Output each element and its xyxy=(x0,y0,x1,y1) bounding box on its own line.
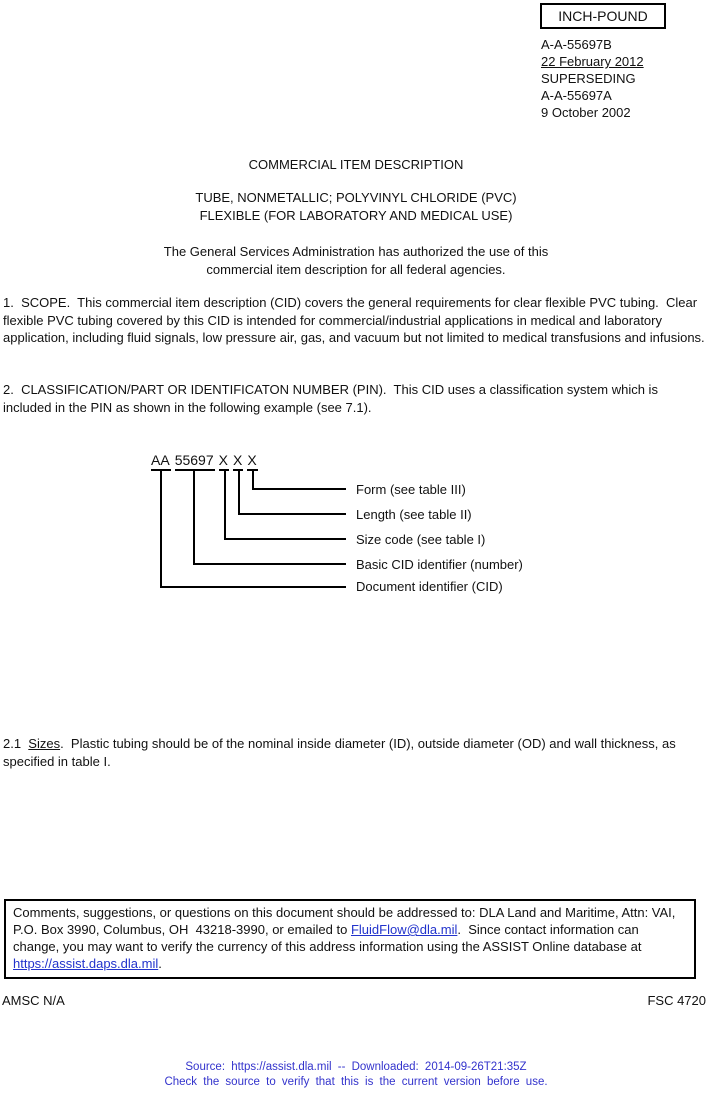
pin-segment-cid-number: 55697 xyxy=(175,452,215,471)
source-line: Source: https://assist.dla.mil -- Downloaded: 2014-09-26T21:35Z xyxy=(185,1061,527,1073)
comments-text-1: Comments, suggestions, or questions on this document should be addressed to: DLA Land and Maritime, Attn: VAI, P.O. Box 3990, Columbus, OH 43218-3990, or emailed to xyxy=(13,905,680,937)
pin-segment-size-code: X xyxy=(219,452,229,471)
doc-date: 22 February 2012 xyxy=(541,54,644,69)
sizes-number: 2.1 xyxy=(3,736,29,751)
doc-number: A-A-55697B xyxy=(541,37,612,52)
comments-box xyxy=(4,899,696,979)
pin-connector-line xyxy=(193,471,195,565)
email-link[interactable]: FluidFlow@dla.mil xyxy=(350,922,458,937)
authorization-line-2: commercial item description for all federal agencies. xyxy=(206,261,506,277)
sizes-text: . Plastic tubing should be of the nominal inside diameter (ID), outside diameter (OD) and wall thickness, as specified in table I. xyxy=(3,736,680,769)
pin-label-length: Length (see table II) xyxy=(356,507,472,522)
pin-label-basic-cid: Basic CID identifier (number) xyxy=(356,557,523,572)
inch-pound-stamp xyxy=(540,3,666,29)
title-line-2: FLEXIBLE (FOR LABORATORY AND MEDICAL USE) xyxy=(199,207,513,223)
pin-connector-line xyxy=(252,488,346,490)
pin-connector-line xyxy=(238,513,346,515)
sizes-word: Sizes xyxy=(28,736,61,751)
pin-code xyxy=(151,452,262,471)
download-footer xyxy=(0,1060,712,1090)
fsc-code: FSC 4720 xyxy=(647,993,706,1008)
title-line-1: TUBE, NONMETALLIC; POLYVINYL CHLORIDE (PVC) xyxy=(195,190,517,205)
check-line: Check the source to verify that this is the current version before use. xyxy=(164,1076,548,1088)
pin-label-document-id: Document identifier (CID) xyxy=(356,579,503,594)
pin-label-size-code: Size code (see table I) xyxy=(356,532,486,547)
document-type-heading: COMMERCIAL ITEM DESCRIPTION xyxy=(248,157,464,172)
assist-url-link[interactable]: https://assist.daps.dla.mil xyxy=(13,956,159,971)
pin-connector-line xyxy=(160,586,346,588)
comments-text-2: . Since contact information can change, you may want to verify the currency of this address information using the ASSIST Online database at xyxy=(13,922,646,954)
superseded-date: 9 October 2002 xyxy=(541,105,631,120)
pin-segment-form: X xyxy=(247,452,257,471)
authorization-line-1: The General Services Administration has authorized the use of this xyxy=(163,244,549,259)
pin-connector-line xyxy=(224,538,346,540)
pin-connector-line xyxy=(193,563,346,565)
pin-label-form: Form (see table III) xyxy=(356,482,466,497)
superseded-number: A-A-55697A xyxy=(541,88,612,103)
inch-pound-label: INCH-POUND xyxy=(558,8,648,24)
pin-connector-line xyxy=(224,471,226,540)
document-title xyxy=(0,189,712,224)
superseding-label: SUPERSEDING xyxy=(541,71,636,86)
classification-paragraph: 2. CLASSIFICATION/PART OR IDENTIFICATON NUMBER (PIN). This CID uses a classification system which is included in the PIN as shown in the following example (see 7.1). xyxy=(3,382,662,415)
pin-connector-line xyxy=(160,471,162,588)
gsa-authorization xyxy=(0,243,712,278)
amsc-fsc-row xyxy=(2,993,706,1008)
pin-connector-line xyxy=(238,471,240,515)
sizes-paragraph xyxy=(3,735,706,770)
comments-text-3: . xyxy=(158,956,162,971)
pin-segment-length: X xyxy=(233,452,243,471)
doc-id-block xyxy=(541,36,644,121)
scope-paragraph: 1. SCOPE. This commercial item description (CID) covers the general requirements for clear flexible PVC tubing. Clear flexible PVC tubing covered by this CID is intended for commercial/industrial applications in medical and laboratory application, including fluid signals, low pressure air, gas, and vacuum but not limited to medical transfusions and infusions. xyxy=(3,295,705,345)
pin-segment-document-id: AA xyxy=(151,452,171,471)
amsc-code: AMSC N/A xyxy=(2,993,65,1008)
